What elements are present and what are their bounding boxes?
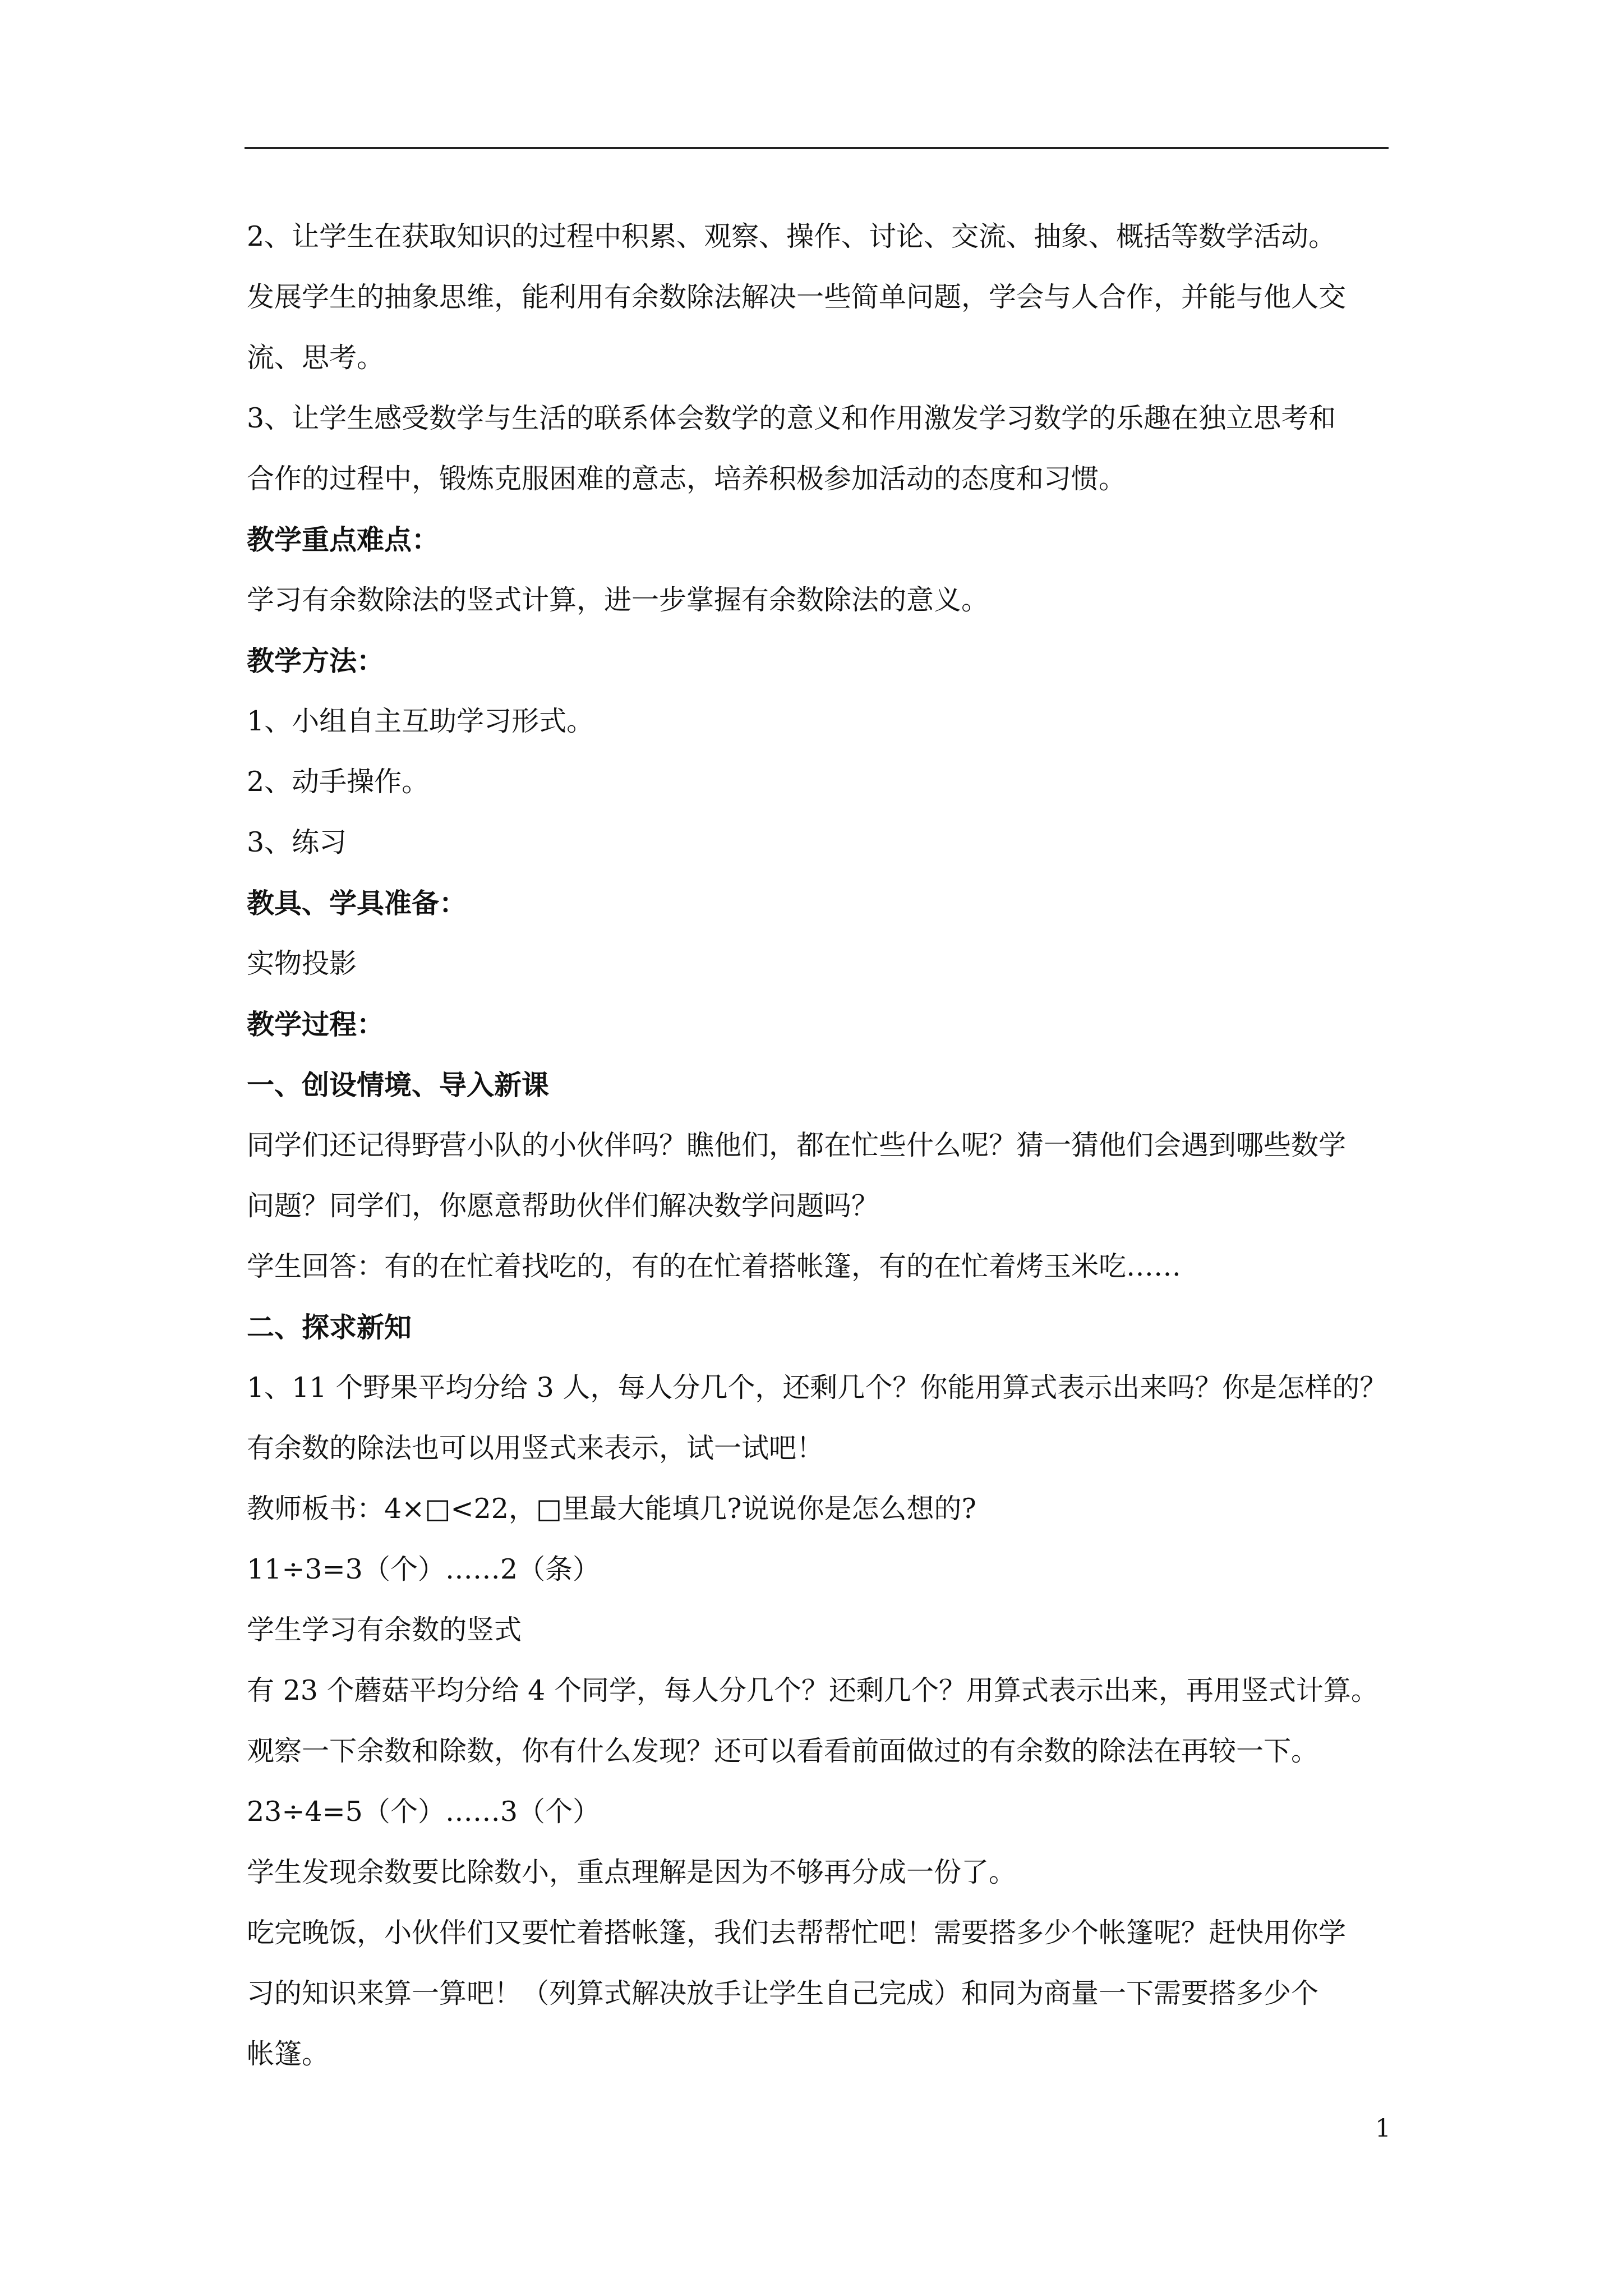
- section-heading: 教学方法：: [247, 645, 385, 677]
- section-heading: 教学过程：: [247, 1008, 385, 1041]
- paragraph-line: 1、11 个野果平均分给 3 人，每人分几个，还剩几个？你能用算式表示出来吗？你是怎样的？: [247, 1372, 1387, 1404]
- paragraph-line: 观察一下余数和除数，你有什么发现？还可以看看前面做过的有余数的除法在再较一下。: [247, 1735, 1319, 1767]
- paragraph-line: 1、小组自主互助学习形式。: [247, 705, 594, 737]
- paragraph-line: 2、动手操作。: [247, 766, 430, 798]
- paragraph-line: 23÷4=5（个）……3（个）: [247, 1796, 600, 1828]
- paragraph-line: 流、思考。: [247, 342, 385, 374]
- paragraph-line: 实物投影: [247, 947, 357, 979]
- paragraph-line: 学生学习有余数的竖式: [247, 1614, 522, 1646]
- paragraph-line: 教师板书：4×□<22，□里最大能填几?说说你是怎么想的?: [247, 1493, 976, 1525]
- paragraph-line: 学生发现余数要比除数小，重点理解是因为不够再分成一份了。: [247, 1856, 1017, 1888]
- paragraph-line: 学习有余数除法的竖式计算，进一步掌握有余数除法的意义。: [247, 584, 989, 616]
- paragraph-line: 帐篷。: [247, 2038, 330, 2070]
- page-number: 1: [1375, 2114, 1391, 2143]
- header-rule: [245, 147, 1389, 149]
- paragraph-line: 3、让学生感受数学与生活的联系体会数学的意义和作用激发学习数学的乐趣在独立思考和: [247, 402, 1336, 434]
- paragraph-line: 3、练习: [247, 826, 347, 858]
- paragraph-line: 同学们还记得野营小队的小伙伴吗？瞧他们，都在忙些什么呢？猜一猜他们会遇到哪些数学: [247, 1129, 1347, 1161]
- paragraph-line: 2、让学生在获取知识的过程中积累、观察、操作、讨论、交流、抽象、概括等数学活动。: [247, 220, 1336, 252]
- paragraph-line: 有 23 个蘑菇平均分给 4 个同学，每人分几个？还剩几个？用算式表示出来，再用竖式计算。: [247, 1674, 1378, 1706]
- paragraph-line: 发展学生的抽象思维，能利用有余数除法解决一些简单问题，学会与人合作，并能与他人交: [247, 281, 1347, 313]
- paragraph-line: 合作的过程中，锻炼克服困难的意志，培养积极参加活动的态度和习惯。: [247, 463, 1127, 495]
- paragraph-line: 吃完晚饭，小伙伴们又要忙着搭帐篷，我们去帮帮忙吧！需要搭多少个帐篷呢？赶快用你学: [247, 1917, 1347, 1949]
- paragraph-line: 11÷3=3（个）……2（条）: [247, 1553, 600, 1585]
- section-heading: 二、探求新知: [247, 1311, 412, 1343]
- section-heading: 一、创设情境、导入新课: [247, 1069, 550, 1101]
- section-heading: 教具、学具准备：: [247, 887, 467, 919]
- paragraph-line: 学生回答：有的在忙着找吃的，有的在忙着搭帐篷，有的在忙着烤玉米吃……: [247, 1250, 1182, 1282]
- section-heading: 教学重点难点：: [247, 523, 440, 556]
- document-body: [247, 206, 1391, 2085]
- paragraph-line: 有余数的除法也可以用竖式来表示，试一试吧！: [247, 1432, 824, 1464]
- paragraph-line: 问题？同学们，你愿意帮助伙伴们解决数学问题吗？: [247, 1190, 879, 1222]
- paragraph-line: 习的知识来算一算吧！（列算式解决放手让学生自己完成）和同为商量一下需要搭多少个: [247, 1977, 1319, 2009]
